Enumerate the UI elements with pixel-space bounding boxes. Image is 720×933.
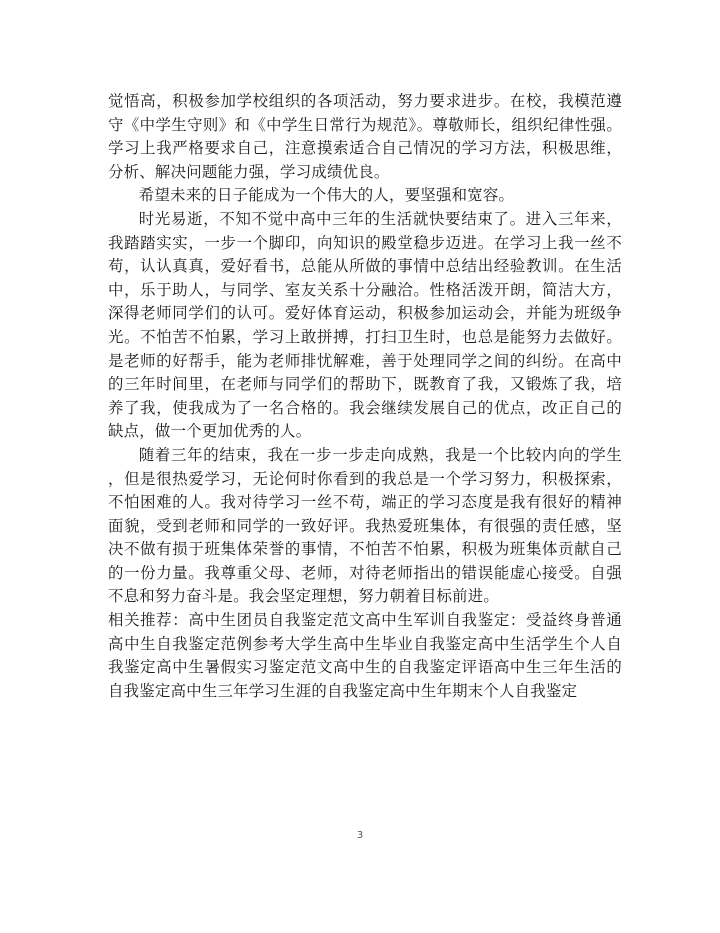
paragraph-4: 随着三年的结束，我在一步一步走向成熟，我是一个比较内向的学生，但是很热爱学习，无论何时你看到的我总是一个学习努力，积极探索，不怕困难的人。我对待学习一丝不苟，端正的学习态度是我有很好的精神面貌，受到老师和同学的一致好评。我热爱班集体，有很强的责任感，坚决不做有损于班集体荣誉的事情，不怕苦不怕累，积极为班集体贡献自己的一份力量。我尊重父母、老师，对待老师指出的错误能虚心接受。自强不息和努力奋斗是。我会坚定理想，努力朝着目标前进。 <box>108 445 622 606</box>
related-label: 相关推荐： <box>108 611 189 630</box>
paragraph-3: 时光易逝，不知不觉中高中三年的生活就快要结束了。进入三年来，我踏踏实实，一步一个脚印，向知识的殿堂稳步迈进。在学习上我一丝不苟，认认真真，爱好看书，总能从所做的事情中总结出经验教训。在生活中，乐于助人，与同学、室友关系十分融洽。性格活泼开朗，简洁大方，深得老师同学们的认可。爱好体育运动，积极参加运动会，并能为班级争光。不怕苦不怕累，学习上敢拼搏，打扫卫生时，也总是能努力去做好。是老师的好帮手，能为老师排忧解难，善于处理同学之间的纠纷。在高中的三年时间里，在老师与同学们的帮助下，既教育了我，又锻炼了我，培养了我，使我成为了一名合格的。我会继续发展自己的优点，改正自己的缺点，做一个更加优秀的人。 <box>108 209 622 441</box>
paragraph-2: 希望未来的日子能成为一个伟大的人，要坚强和宽容。 <box>138 186 515 205</box>
document-body <box>108 90 622 703</box>
paragraph-1: 觉悟高，积极参加学校组织的各项活动，努力要求进步。在校，我模范遵守《中学生守则》和《中学生日常行为规范》。尊敬师长，组织纪律性强。学习上我严格要求自己，注意摸索适合自己情况的学习方法，积极思维，分析、解决问题能力强，学习成绩优良。 <box>108 92 622 181</box>
related-links[interactable]: 高中生团员自我鉴定范文高中生军训自我鉴定：受益终身普通高中生自我鉴定范例参考大学生高中生毕业自我鉴定高中生活学生个人自我鉴定高中生暑假实习鉴定范文高中生的自我鉴定评语高中生三年生活的自我鉴定高中生三年学习生涯的自我鉴定高中生年期末个人自我鉴定 <box>108 611 622 700</box>
related-recommendations <box>108 609 622 703</box>
page-number: 3 <box>356 830 364 841</box>
